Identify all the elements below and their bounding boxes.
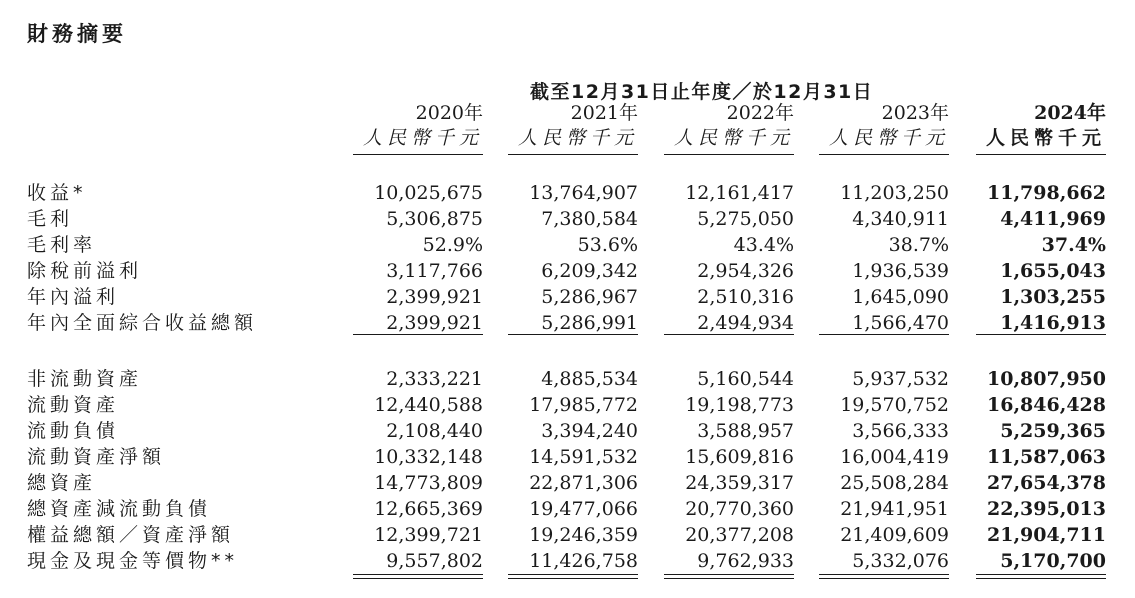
table-cell: 4,340,911 bbox=[852, 208, 949, 230]
table-cell: 3,566,333 bbox=[852, 420, 949, 442]
table-row bbox=[0, 206, 1135, 232]
table-cell: 11,798,662 bbox=[987, 182, 1106, 204]
table-cell: 12,161,417 bbox=[685, 182, 794, 204]
row-label: 年內溢利 bbox=[27, 286, 120, 308]
table-row bbox=[0, 258, 1135, 284]
table-row bbox=[0, 392, 1135, 418]
column-header-4 bbox=[946, 101, 1106, 151]
total-double-rule bbox=[976, 578, 1106, 579]
table-cell: 11,426,758 bbox=[529, 550, 638, 572]
column-year: 2022年 bbox=[726, 102, 794, 124]
table-cell: 11,203,250 bbox=[840, 182, 949, 204]
table-cell: 12,440,588 bbox=[374, 394, 483, 416]
header-underline bbox=[976, 154, 1106, 155]
total-double-rule bbox=[664, 578, 794, 579]
table-row bbox=[0, 310, 1135, 336]
table-row bbox=[0, 366, 1135, 392]
row-label: 總資產 bbox=[27, 472, 97, 494]
column-header-0 bbox=[323, 101, 483, 151]
table-row bbox=[0, 444, 1135, 470]
table-cell: 20,770,360 bbox=[685, 498, 794, 520]
column-year: 2023年 bbox=[881, 102, 949, 124]
row-label: 毛利率 bbox=[27, 234, 97, 256]
table-cell: 2,510,316 bbox=[697, 286, 794, 308]
row-label: 流動資產淨額 bbox=[27, 446, 166, 468]
row-label: 流動資產 bbox=[27, 394, 120, 416]
table-cell: 19,198,773 bbox=[685, 394, 794, 416]
row-label: 年內全面綜合收益總額 bbox=[27, 312, 258, 334]
column-year: 2021年 bbox=[570, 102, 638, 124]
table-row bbox=[0, 496, 1135, 522]
total-double-rule bbox=[508, 574, 638, 575]
header-underline bbox=[508, 154, 638, 155]
table-cell: 6,209,342 bbox=[541, 260, 638, 282]
row-label: 現金及現金等價物** bbox=[27, 550, 239, 572]
table-row bbox=[0, 470, 1135, 496]
header-underline bbox=[664, 154, 794, 155]
period-header: 截至12月31日止年度／於12月31日 bbox=[530, 81, 874, 103]
total-double-rule bbox=[976, 574, 1106, 575]
table-cell: 19,246,359 bbox=[529, 524, 638, 546]
table-cell: 5,275,050 bbox=[697, 208, 794, 230]
table-cell: 1,936,539 bbox=[852, 260, 949, 282]
section-rule bbox=[664, 334, 794, 335]
total-double-rule bbox=[353, 574, 483, 575]
total-double-rule bbox=[664, 574, 794, 575]
table-cell: 14,773,809 bbox=[374, 472, 483, 494]
row-label: 收益* bbox=[27, 182, 87, 204]
table-cell: 27,654,378 bbox=[987, 472, 1106, 494]
table-cell: 19,570,752 bbox=[840, 394, 949, 416]
row-label: 權益總額／資產淨額 bbox=[27, 524, 235, 546]
table-cell: 2,108,440 bbox=[386, 420, 483, 442]
table-cell: 37.4% bbox=[1041, 234, 1106, 256]
table-cell: 5,170,700 bbox=[1000, 550, 1106, 572]
table-cell: 21,941,951 bbox=[840, 498, 949, 520]
table-cell: 10,025,675 bbox=[374, 182, 483, 204]
table-cell: 9,557,802 bbox=[386, 550, 483, 572]
table-cell: 11,587,063 bbox=[987, 446, 1106, 468]
table-cell: 1,645,090 bbox=[852, 286, 949, 308]
table-row bbox=[0, 284, 1135, 310]
table-row bbox=[0, 180, 1135, 206]
column-header-2 bbox=[634, 101, 794, 151]
table-cell: 1,416,913 bbox=[1000, 312, 1106, 334]
table-cell: 5,306,875 bbox=[386, 208, 483, 230]
table-cell: 2,399,921 bbox=[386, 286, 483, 308]
total-double-rule bbox=[508, 578, 638, 579]
table-cell: 2,954,326 bbox=[697, 260, 794, 282]
table-cell: 12,399,721 bbox=[374, 524, 483, 546]
section-rule bbox=[353, 334, 483, 335]
header-underline bbox=[819, 154, 949, 155]
table-cell: 2,494,934 bbox=[697, 312, 794, 334]
table-cell: 4,885,534 bbox=[541, 368, 638, 390]
table-cell: 1,655,043 bbox=[1000, 260, 1106, 282]
table-cell: 21,409,609 bbox=[840, 524, 949, 546]
column-unit: 人民幣千元 bbox=[673, 127, 794, 149]
row-label: 非流動資產 bbox=[27, 368, 143, 390]
table-cell: 20,377,208 bbox=[685, 524, 794, 546]
table-cell: 24,359,317 bbox=[685, 472, 794, 494]
table-cell: 15,609,816 bbox=[685, 446, 794, 468]
table-cell: 38.7% bbox=[888, 234, 949, 256]
table-cell: 3,117,766 bbox=[386, 260, 483, 282]
table-cell: 2,399,921 bbox=[386, 312, 483, 334]
column-unit: 人民幣千元 bbox=[362, 127, 483, 149]
row-label: 毛利 bbox=[27, 208, 74, 230]
table-cell: 13,764,907 bbox=[529, 182, 638, 204]
table-cell: 10,807,950 bbox=[987, 368, 1106, 390]
section-rule bbox=[976, 334, 1106, 335]
table-cell: 5,160,544 bbox=[697, 368, 794, 390]
column-unit: 人民幣千元 bbox=[517, 127, 638, 149]
column-year: 2020年 bbox=[415, 102, 483, 124]
table-cell: 5,286,967 bbox=[541, 286, 638, 308]
table-cell: 5,937,532 bbox=[852, 368, 949, 390]
row-label: 除稅前溢利 bbox=[27, 260, 143, 282]
table-cell: 5,259,365 bbox=[1000, 420, 1106, 442]
column-unit: 人民幣千元 bbox=[828, 127, 949, 149]
table-row bbox=[0, 232, 1135, 258]
table-row bbox=[0, 418, 1135, 444]
table-cell: 52.9% bbox=[422, 234, 483, 256]
table-cell: 5,332,076 bbox=[852, 550, 949, 572]
table-cell: 10,332,148 bbox=[374, 446, 483, 468]
table-row bbox=[0, 522, 1135, 548]
header-underline bbox=[353, 154, 483, 155]
table-cell: 2,333,221 bbox=[386, 368, 483, 390]
row-label: 流動負債 bbox=[27, 420, 120, 442]
table-cell: 7,380,584 bbox=[541, 208, 638, 230]
table-cell: 16,004,419 bbox=[840, 446, 949, 468]
column-header-1 bbox=[478, 101, 638, 151]
table-cell: 4,411,969 bbox=[1000, 208, 1106, 230]
section-rule bbox=[508, 334, 638, 335]
table-cell: 1,566,470 bbox=[852, 312, 949, 334]
table-cell: 53.6% bbox=[577, 234, 638, 256]
page-title: 財務摘要 bbox=[27, 22, 127, 46]
table-cell: 19,477,066 bbox=[529, 498, 638, 520]
table-row bbox=[0, 548, 1135, 574]
total-double-rule bbox=[819, 574, 949, 575]
table-cell: 14,591,532 bbox=[529, 446, 638, 468]
table-cell: 43.4% bbox=[733, 234, 794, 256]
table-cell: 22,395,013 bbox=[987, 498, 1106, 520]
table-cell: 3,588,957 bbox=[697, 420, 794, 442]
row-label: 總資產減流動負債 bbox=[27, 498, 212, 520]
total-double-rule bbox=[353, 578, 483, 579]
table-cell: 1,303,255 bbox=[1000, 286, 1106, 308]
table-cell: 21,904,711 bbox=[987, 524, 1106, 546]
total-double-rule bbox=[819, 578, 949, 579]
column-unit: 人民幣千元 bbox=[985, 127, 1106, 149]
table-cell: 5,286,991 bbox=[541, 312, 638, 334]
section-rule bbox=[819, 334, 949, 335]
table-cell: 3,394,240 bbox=[541, 420, 638, 442]
table-cell: 25,508,284 bbox=[840, 472, 949, 494]
table-cell: 17,985,772 bbox=[529, 394, 638, 416]
table-cell: 22,871,306 bbox=[529, 472, 638, 494]
table-cell: 12,665,369 bbox=[374, 498, 483, 520]
table-cell: 16,846,428 bbox=[987, 394, 1106, 416]
table-cell: 9,762,933 bbox=[697, 550, 794, 572]
column-year: 2024年 bbox=[1034, 102, 1106, 124]
column-header-3 bbox=[789, 101, 949, 151]
